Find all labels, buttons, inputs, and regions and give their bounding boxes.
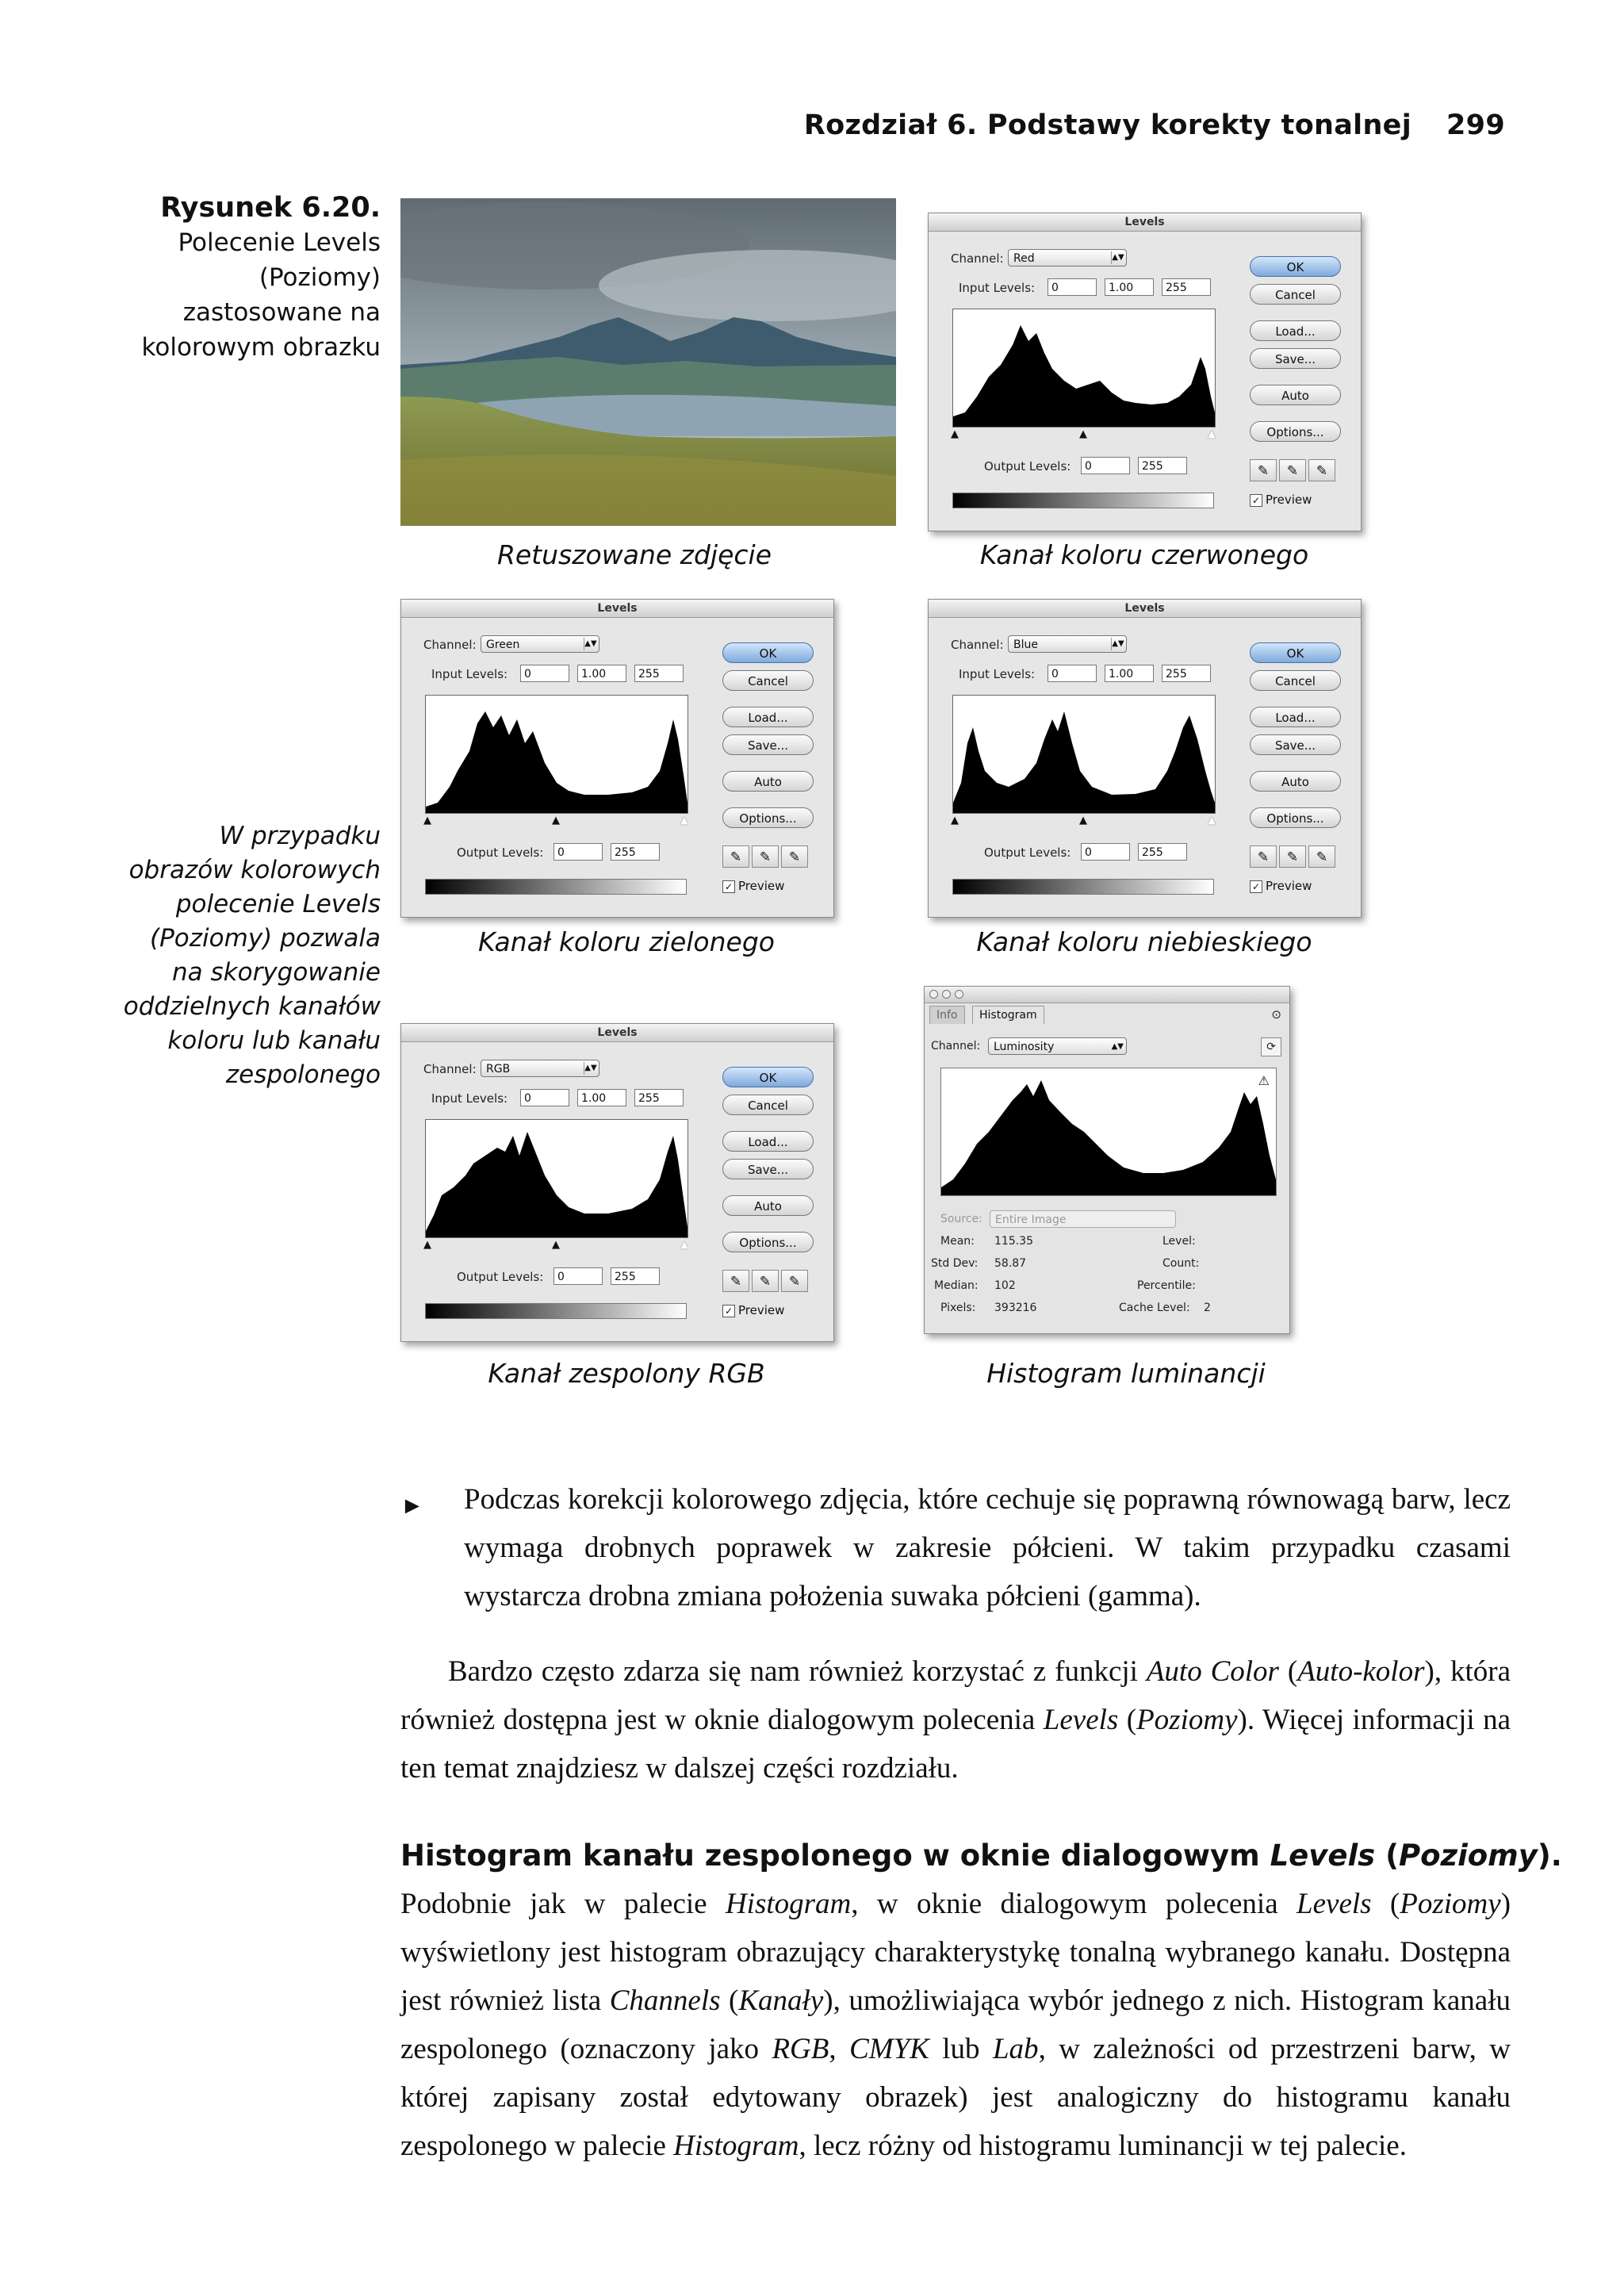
figure-label: Rysunek 6.20. [160, 192, 381, 224]
black-eyedropper-icon[interactable]: ✎ [722, 845, 749, 868]
channel-value: Blue [1013, 638, 1038, 651]
preview-checkbox[interactable] [722, 879, 784, 893]
palette-channel-value: Luminosity [994, 1041, 1055, 1053]
paragraph-composite-histogram [400, 1880, 1511, 2170]
side-note-line: oddzielnych kanałów [123, 992, 381, 1021]
levels-dialog-blue[interactable] [928, 599, 1362, 918]
heading-term-levels: Levels [1270, 1838, 1376, 1873]
eyedroppers [1250, 459, 1342, 483]
landscape-photo [400, 198, 896, 526]
channel-label: Channel: [423, 1062, 477, 1076]
channel-value: Green [486, 638, 520, 651]
channel-select[interactable] [1008, 249, 1127, 266]
channel-label: Channel: [423, 638, 477, 652]
chapter-title: Rozdział 6. Podstawy korekty tonalnej [803, 109, 1412, 141]
warning-icon: ⚠ [1258, 1073, 1270, 1088]
input-black-slider[interactable]: ▲ [951, 815, 959, 826]
source-label: Source: [940, 1213, 982, 1225]
save-button[interactable]: Save... [722, 734, 814, 755]
minimize-icon[interactable] [942, 990, 951, 999]
source-value: Entire Image [995, 1214, 1067, 1226]
select-arrow-icon: ▲▼ [1111, 1042, 1124, 1051]
heading-run: ). [1537, 1838, 1562, 1873]
gray-eyedropper-icon[interactable]: ✎ [752, 845, 779, 868]
select-arrow-icon: ▲▼ [584, 638, 597, 650]
preview-label: Preview [1266, 879, 1312, 893]
input-black-slider[interactable]: ▲ [423, 815, 431, 826]
refresh-icon[interactable]: ⟳ [1261, 1037, 1281, 1056]
input-white-slider[interactable]: ▲ [680, 815, 688, 826]
input-gamma-slider[interactable]: ▲ [1079, 815, 1087, 826]
side-note-line: koloru lub kanału [167, 1026, 381, 1055]
eyedroppers [1250, 845, 1342, 869]
text-run: Bardzo często zdarza się nam również korzystać z funkcji [448, 1655, 1147, 1688]
term-lab: Lab [992, 2033, 1039, 2065]
text-run: Podobnie jak w palecie [400, 1888, 726, 1920]
histogram-palette[interactable] [924, 986, 1290, 1334]
output-black-field[interactable]: 0 [1081, 457, 1130, 474]
white-eyedropper-icon[interactable]: ✎ [1308, 459, 1335, 481]
text-run: , w zależności od przestrzeni barw, w której zapisany został edytowany obrazek) jest analogiczny do histogramu kanału zespolonego w palecie [400, 2033, 1511, 2162]
cancel-button[interactable]: Cancel [1250, 284, 1341, 305]
stat-stddev-value: 58.87 [994, 1257, 1027, 1270]
input-levels-label: Input Levels: [959, 667, 1036, 681]
section-heading [400, 1838, 1562, 1873]
input-white-field[interactable]: 255 [634, 665, 684, 682]
stat-percentile-label: Percentile: [1137, 1279, 1196, 1292]
cancel-button[interactable]: Cancel [722, 1095, 814, 1115]
term-channels: Channels [609, 1984, 721, 2017]
channel-value: RGB [486, 1063, 511, 1075]
checkmark-icon: ✓ [1250, 494, 1262, 507]
output-white-field[interactable]: 255 [1138, 457, 1187, 474]
text-run: , lecz różny od histogramu luminancji w tej palecie. [799, 2130, 1407, 2162]
eyedroppers [722, 845, 814, 869]
options-button[interactable]: Options... [722, 1232, 814, 1252]
figure-caption [111, 190, 381, 365]
preview-label: Preview [1266, 493, 1312, 507]
landscape-photo-image [400, 198, 896, 526]
source-select[interactable] [990, 1210, 1176, 1228]
heading-run: ( [1375, 1838, 1399, 1873]
dialog-title: Levels [401, 600, 833, 618]
save-button[interactable]: Save... [1250, 348, 1341, 369]
input-white-field[interactable]: 255 [1162, 278, 1211, 296]
histogram-rgb [425, 1119, 688, 1238]
channel-select[interactable] [1008, 635, 1127, 653]
histogram-luminosity [940, 1068, 1277, 1196]
output-gradient [952, 493, 1214, 508]
term-rgb: RGB [772, 2033, 829, 2065]
figure-caption-line: (Poziomy) [259, 263, 381, 292]
auto-button[interactable]: Auto [722, 1195, 814, 1216]
output-white-field[interactable]: 255 [1138, 843, 1187, 861]
text-run: ). Więcej informacji na ten temat znajdziesz w dalszej części rozdziału. [400, 1704, 1511, 1785]
cancel-button[interactable]: Cancel [722, 670, 814, 691]
auto-button[interactable]: Auto [722, 771, 814, 792]
auto-button[interactable]: Auto [1250, 771, 1341, 792]
output-black-field[interactable]: 0 [553, 843, 603, 861]
stat-mean-label: Mean: [940, 1235, 975, 1248]
side-note-line: zespolonego [225, 1060, 381, 1089]
term-poziomy: Poziomy [1136, 1704, 1238, 1736]
output-levels-label: Output Levels: [984, 845, 1071, 860]
term-auto-color: Auto Color [1146, 1655, 1279, 1688]
input-white-slider[interactable]: ▲ [680, 1239, 688, 1251]
dialog-title: Levels [929, 600, 1361, 618]
white-eyedropper-icon[interactable]: ✎ [781, 845, 808, 868]
output-black-field[interactable]: 0 [1081, 843, 1130, 861]
eyedroppers [722, 1270, 814, 1294]
stat-pixels-label: Pixels: [940, 1302, 976, 1314]
preview-checkbox[interactable] [1250, 879, 1312, 893]
input-white-slider[interactable]: ▲ [1208, 428, 1216, 440]
text-run: , w oknie dialogowym polecenia [851, 1888, 1297, 1920]
select-arrow-icon: ▲▼ [1111, 638, 1124, 650]
output-white-field[interactable]: 255 [611, 843, 660, 861]
text-run: ( [720, 1984, 739, 2017]
stat-pixels-value: 393216 [994, 1302, 1037, 1314]
black-eyedropper-icon[interactable]: ✎ [722, 1270, 749, 1292]
input-gamma-field[interactable]: 1.00 [577, 1089, 626, 1106]
side-note-line: polecenie Levels [175, 890, 381, 918]
output-levels-label: Output Levels: [457, 1270, 544, 1284]
input-black-field[interactable]: 0 [520, 1089, 569, 1106]
ok-button[interactable]: OK [1250, 642, 1341, 663]
checkmark-icon: ✓ [722, 880, 735, 893]
bullet-text: Podczas korekcji kolorowego zdjęcia, które cechuje się poprawną równowagą barw, lecz wymaga drobnych poprawek w zakresie półcieni. W takim przypadku czasami wystarcza drobna zmiana położenia suwaka półcieni (gamma). [464, 1483, 1511, 1612]
text-run: ), umożliwiająca wybór jednego z nich. Histogram kanału zespolonego (oznaczony jako [400, 1984, 1511, 2065]
close-icon[interactable] [929, 990, 938, 999]
load-button[interactable]: Load... [1250, 707, 1341, 727]
text-run: , [829, 2033, 850, 2065]
histogram-green [425, 695, 688, 814]
caption-luminance: Histogram luminancji [986, 1358, 1266, 1389]
dialog-title: Levels [929, 213, 1361, 232]
histogram-blue [952, 695, 1216, 814]
term-levels: Levels [1043, 1704, 1119, 1736]
tab-info[interactable]: Info [929, 1006, 965, 1024]
load-button[interactable]: Load... [1250, 320, 1341, 341]
channel-label: Channel: [951, 638, 1004, 652]
caption-green: Kanał koloru zielonego [478, 926, 775, 957]
input-levels-label: Input Levels: [431, 667, 508, 681]
side-note [111, 819, 381, 1092]
stat-median-value: 102 [994, 1279, 1016, 1292]
input-levels-label: Input Levels: [959, 281, 1036, 295]
output-gradient [425, 1303, 687, 1319]
ok-button[interactable]: OK [1250, 256, 1341, 277]
black-eyedropper-icon[interactable]: ✎ [1250, 845, 1277, 868]
text-run: ( [1371, 1888, 1400, 1920]
side-note-line: W przypadku [219, 822, 381, 850]
stat-cache-level-label: Cache Level: [1119, 1302, 1190, 1314]
ok-button[interactable]: OK [722, 642, 814, 663]
page-number: 299 [1446, 109, 1505, 141]
output-levels-label: Output Levels: [984, 459, 1071, 474]
figure-caption-line: zastosowane na [182, 298, 381, 327]
stat-cache-level-value: 2 [1204, 1302, 1211, 1314]
caption-photo: Retuszowane zdjęcie [496, 539, 772, 570]
input-gamma-field[interactable]: 1.00 [1105, 278, 1154, 296]
input-white-slider[interactable]: ▲ [1208, 815, 1216, 826]
zoom-icon[interactable] [955, 990, 963, 999]
bullet-arrow-icon: ► [400, 1493, 424, 1519]
channel-select[interactable] [481, 1060, 599, 1077]
term-levels: Levels [1297, 1888, 1372, 1920]
term-poziomy: Poziomy [1400, 1888, 1501, 1920]
text-run: ( [1118, 1704, 1137, 1736]
gray-eyedropper-icon[interactable]: ✎ [752, 1270, 779, 1292]
channel-label: Channel: [951, 251, 1004, 266]
gray-eyedropper-icon[interactable]: ✎ [1279, 459, 1306, 481]
input-white-field[interactable]: 255 [634, 1089, 684, 1106]
input-gamma-slider[interactable]: ▲ [552, 1239, 560, 1251]
save-button[interactable]: Save... [722, 1159, 814, 1179]
text-run: ), która również dostępna jest w oknie dialogowym polecenia [400, 1655, 1511, 1736]
preview-label: Preview [738, 1303, 785, 1317]
input-black-field[interactable]: 0 [1048, 665, 1097, 682]
input-black-field[interactable]: 0 [520, 665, 569, 682]
options-button[interactable]: Options... [1250, 807, 1341, 828]
auto-button[interactable]: Auto [1250, 385, 1341, 405]
input-gamma-field[interactable]: 1.00 [1105, 665, 1154, 682]
caption-red: Kanał koloru czerwonego [979, 539, 1309, 570]
levels-dialog-green[interactable] [400, 599, 834, 918]
histogram-red [952, 309, 1216, 428]
palette-menu-icon[interactable]: ⊙ [1271, 1007, 1281, 1022]
input-gamma-slider[interactable]: ▲ [552, 815, 560, 826]
stat-stddev-label: Std Dev: [931, 1257, 979, 1270]
channel-select[interactable] [481, 635, 599, 653]
term-histogram: Histogram [673, 2130, 799, 2162]
palette-channel-label: Channel: [931, 1040, 981, 1052]
checkmark-icon: ✓ [1250, 880, 1262, 893]
heading-run: Histogram kanału zespolonego w oknie dialogowym [400, 1838, 1270, 1873]
side-note-line: obrazów kolorowych [128, 856, 381, 884]
preview-label: Preview [738, 879, 785, 893]
output-gradient [425, 879, 687, 895]
stat-level-label: Level: [1162, 1235, 1196, 1248]
gray-eyedropper-icon[interactable]: ✎ [1279, 845, 1306, 868]
preview-checkbox[interactable] [722, 1303, 784, 1317]
running-head [804, 109, 1505, 141]
text-run: lub [929, 2033, 993, 2065]
white-eyedropper-icon[interactable]: ✎ [781, 1270, 808, 1292]
input-black-field[interactable]: 0 [1048, 278, 1097, 296]
side-note-line: (Poziomy) pozwala [150, 924, 381, 953]
load-button[interactable]: Load... [722, 1131, 814, 1152]
tab-histogram[interactable]: Histogram [972, 1006, 1044, 1024]
output-white-field[interactable]: 255 [611, 1267, 660, 1285]
input-levels-label: Input Levels: [431, 1091, 508, 1106]
save-button[interactable]: Save... [1250, 734, 1341, 755]
term-auto-kolor: Auto-kolor [1297, 1655, 1425, 1688]
input-gamma-slider[interactable]: ▲ [1079, 428, 1087, 440]
paragraph-auto-color [400, 1647, 1511, 1792]
checkmark-icon: ✓ [722, 1305, 735, 1317]
input-gamma-field[interactable]: 1.00 [577, 665, 626, 682]
side-note-line: na skorygowanie [172, 958, 381, 987]
input-white-field[interactable]: 255 [1162, 665, 1211, 682]
options-button[interactable]: Options... [1250, 421, 1341, 442]
term-histogram: Histogram [725, 1888, 852, 1920]
select-arrow-icon: ▲▼ [1111, 251, 1124, 264]
cancel-button[interactable]: Cancel [1250, 670, 1341, 691]
black-eyedropper-icon[interactable]: ✎ [1250, 459, 1277, 481]
palette-channel-select[interactable] [988, 1037, 1127, 1055]
select-arrow-icon: ▲▼ [584, 1062, 597, 1075]
levels-dialog-rgb[interactable] [400, 1023, 834, 1342]
stat-mean-value: 115.35 [994, 1235, 1033, 1248]
heading-term-poziomy: Poziomy [1399, 1838, 1538, 1873]
levels-dialog-red[interactable] [928, 213, 1362, 531]
figure-caption-line: kolorowym obrazku [141, 333, 381, 362]
output-gradient [952, 879, 1214, 895]
white-eyedropper-icon[interactable]: ✎ [1308, 845, 1335, 868]
stat-median-label: Median: [934, 1279, 979, 1292]
caption-blue: Kanał koloru niebieskiego [976, 926, 1312, 957]
channel-value: Red [1013, 252, 1035, 265]
text-run: ) wyświetlony jest histogram obrazujący charakterystykę tonalną wybranego kanału. Dostępna jest również lista [400, 1888, 1511, 2017]
options-button[interactable]: Options... [722, 807, 814, 828]
figure-caption-line: Polecenie Levels [178, 228, 381, 257]
term-cmyk: CMYK [849, 2033, 929, 2065]
stat-count-label: Count: [1162, 1257, 1200, 1270]
output-black-field[interactable]: 0 [553, 1267, 603, 1285]
dialog-title: Levels [401, 1024, 833, 1042]
term-kanaly: Kanały [738, 1984, 824, 2017]
input-black-slider[interactable]: ▲ [423, 1239, 431, 1251]
load-button[interactable]: Load... [722, 707, 814, 727]
palette-titlebar [925, 987, 1289, 1003]
preview-checkbox[interactable] [1250, 493, 1312, 507]
input-black-slider[interactable]: ▲ [951, 428, 959, 440]
output-levels-label: Output Levels: [457, 845, 544, 860]
ok-button[interactable]: OK [722, 1067, 814, 1087]
text-run: ( [1278, 1655, 1298, 1688]
caption-rgb: Kanał zespolony RGB [488, 1358, 765, 1389]
